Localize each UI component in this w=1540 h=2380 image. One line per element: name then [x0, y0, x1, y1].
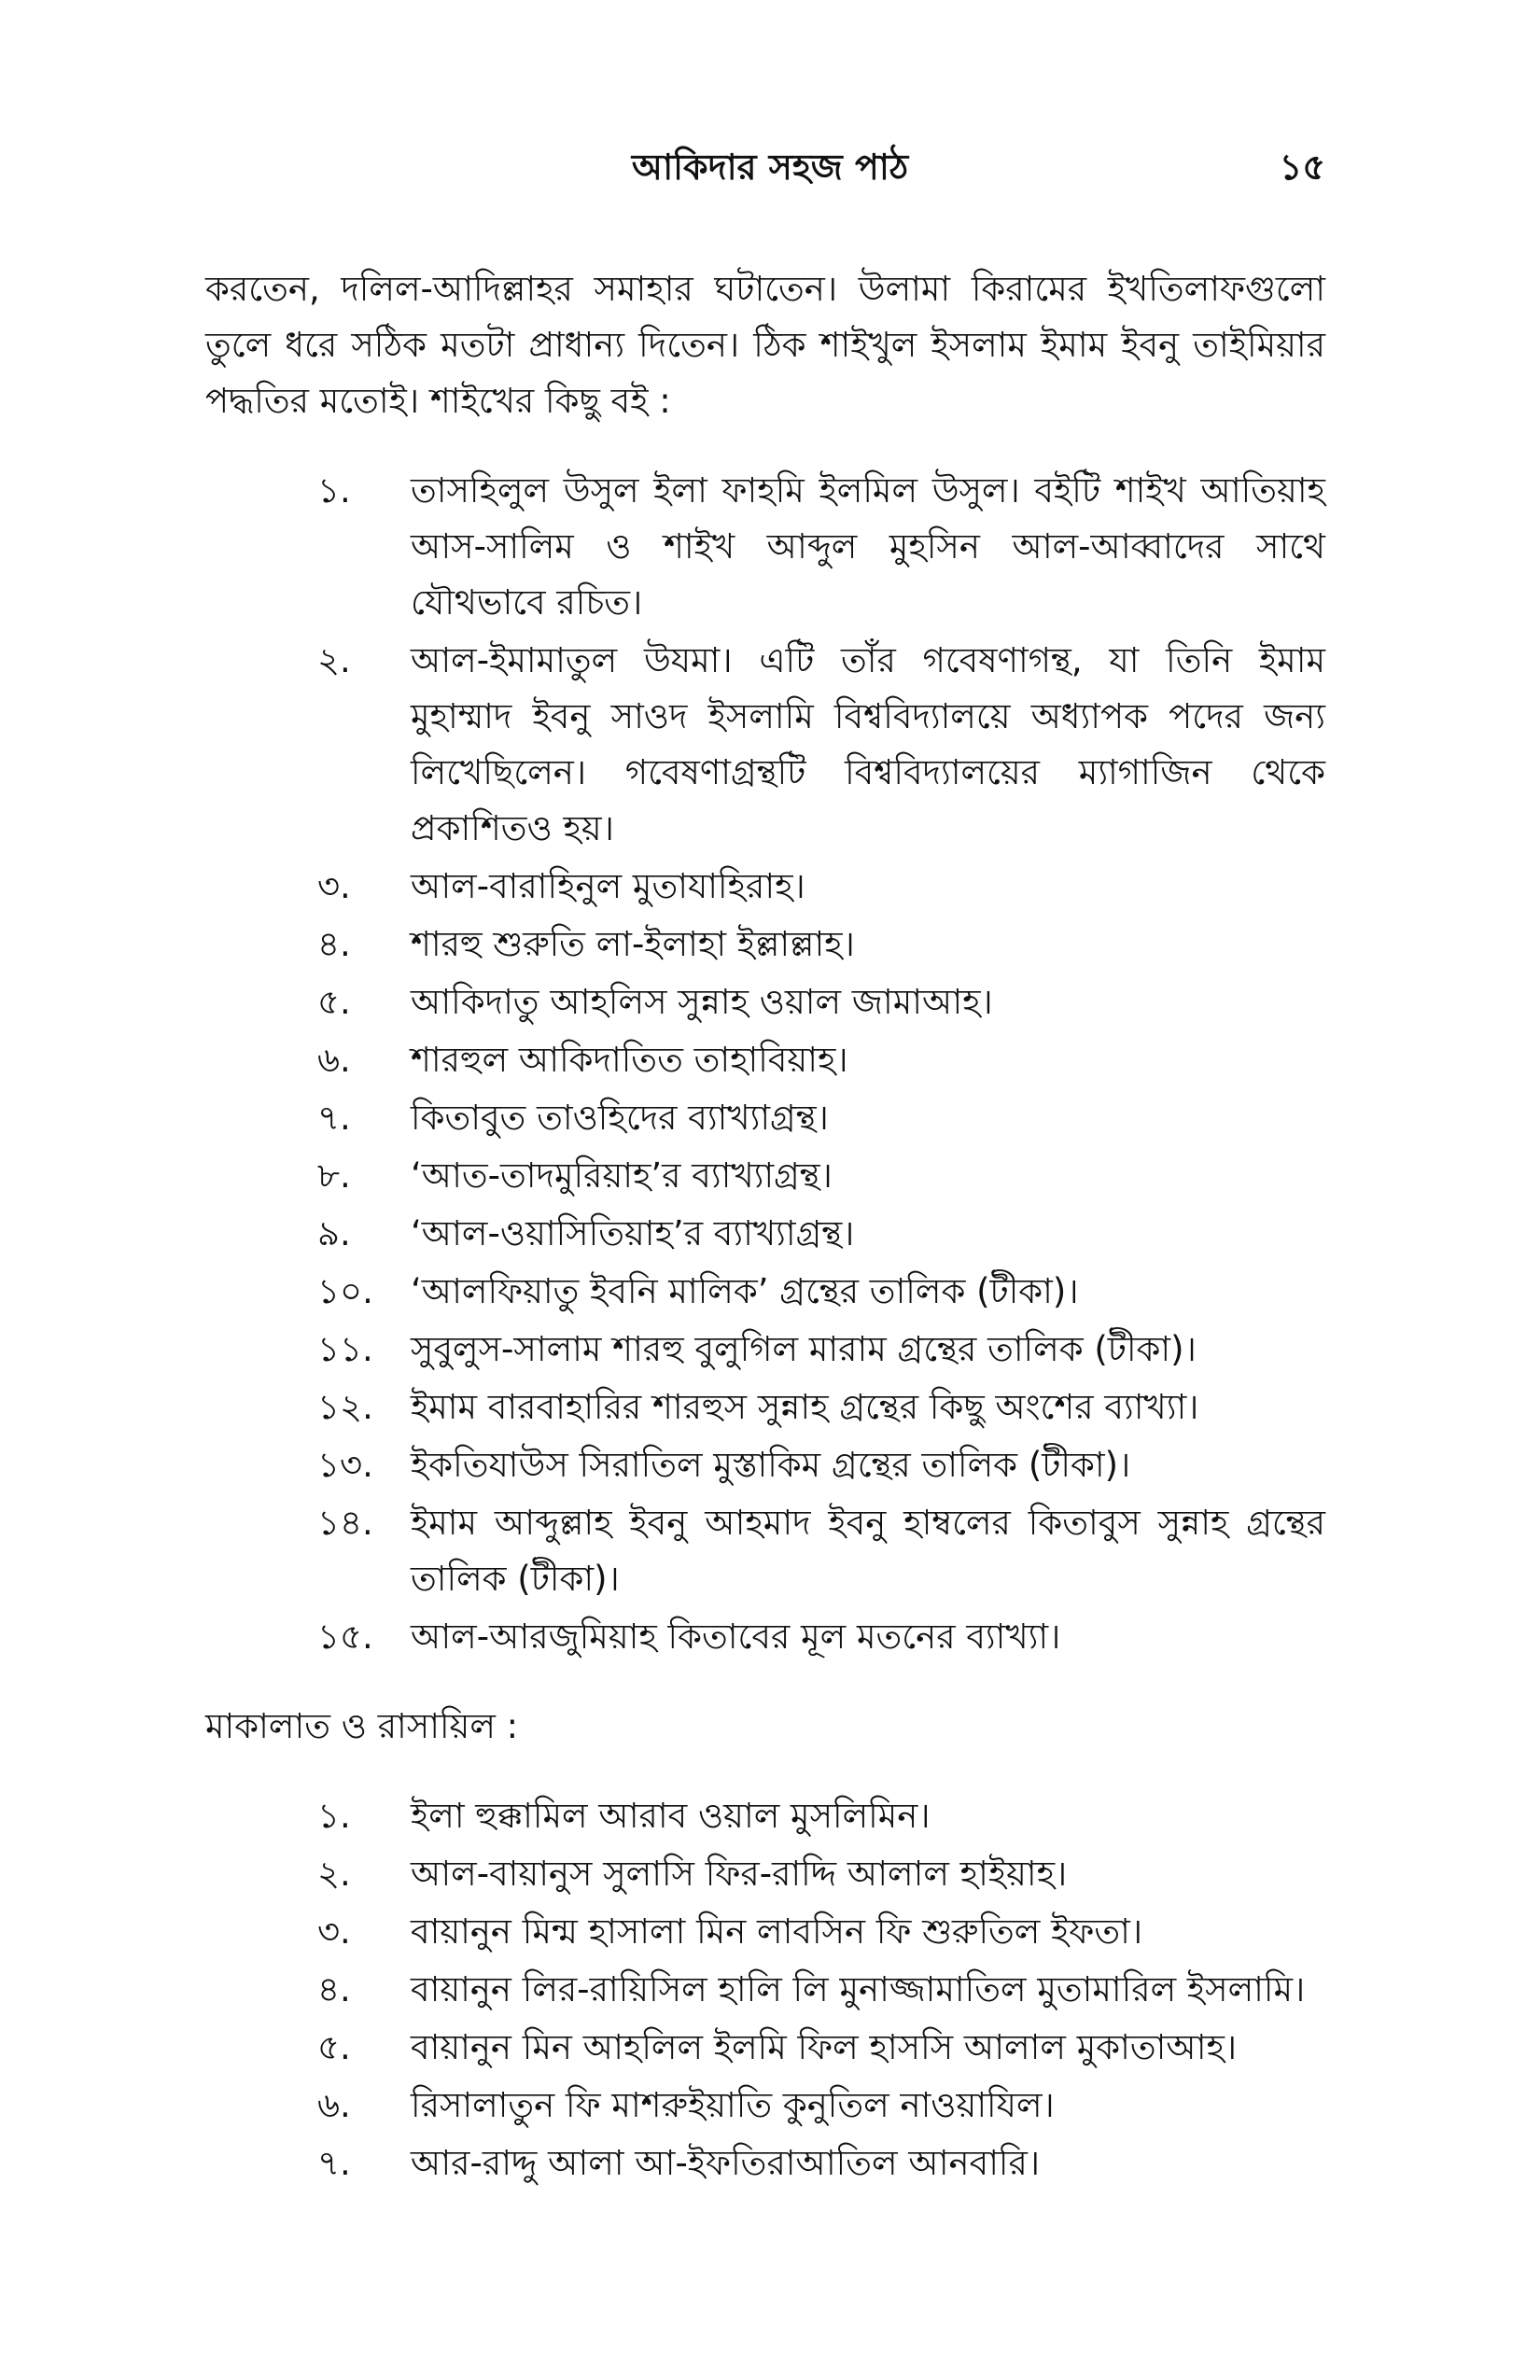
item-text: ‘আলফিয়াতু ইবনি মালিক’ গ্রন্থের তালিক (টীকা)।	[411, 1271, 1079, 1311]
item-text: ‘আল-ওয়াসিতিয়াহ’র ব্যাখ্যাগ্রন্থ।	[411, 1213, 855, 1253]
item-number: ১৫.	[317, 1617, 373, 1657]
articles-heading: মাকালাত ও রাসায়িল :	[205, 1706, 519, 1746]
list-item	[317, 859, 1325, 915]
list-item	[317, 1322, 1325, 1378]
item-number: ৩.	[317, 866, 351, 906]
item-number: ৩.	[317, 1911, 351, 1952]
item-text: তাসহিলুল উসুল ইলা ফাহমি ইলমিল উসুল। বইটি শাইখ আতিয়াহ আস-সালিম ও শাইখ আব্দুল মুহসিন আল-আব্বাদের সাথে যৌথভাবে রচিত।	[411, 470, 1325, 623]
item-text: শারহুল আকিদাতিত তাহাবিয়াহ।	[411, 1040, 848, 1080]
item-number: ৪.	[317, 924, 351, 964]
item-text: সুবুলুস-সালাম শারহু বুলুগিল মারাম গ্রন্থের তালিক (টীকা)।	[411, 1329, 1197, 1369]
list-item	[317, 1962, 1325, 2018]
item-number: ১১.	[317, 1329, 373, 1369]
articles-list	[205, 1788, 1325, 2191]
item-text: ‘আত-তাদমুরিয়াহ’র ব্যাখ্যাগ্রন্থ।	[411, 1155, 833, 1196]
item-text: বায়ানুন লির-রায়িসিল হালি লি মুনাজ্জামাতিল মুতামারিল ইসলামি।	[411, 1969, 1306, 2009]
list-item	[317, 633, 1325, 857]
item-text: ইমাম আব্দুল্লাহ ইবনু আহমাদ ইবনু হাম্বলের কিতাবুস সুন্নাহ গ্রন্থের তালিক (টীকা)।	[411, 1503, 1325, 1599]
list-item	[317, 1609, 1325, 1665]
item-text: আকিদাতু আহলিস সুন্নাহ ওয়াল জামাআহ।	[411, 982, 993, 1022]
item-number: ৫.	[317, 2027, 351, 2067]
list-item	[317, 2135, 1325, 2191]
item-text: বায়ানুন মিন আহলিল ইলমি ফিল হাসসি আলাল মুকাতাআহ।	[411, 2027, 1238, 2067]
page-number: ১৫	[1279, 147, 1325, 188]
running-title: আকিদার সহজ পাঠ	[631, 147, 909, 188]
list-item	[317, 2078, 1325, 2134]
item-number: ৯.	[317, 1213, 351, 1253]
list-item	[317, 1437, 1325, 1493]
item-text: রিসালাতুন ফি মাশরুইয়াতি কুনুতিল নাওয়াযিল।	[411, 2085, 1055, 2125]
item-text: ইলা হুক্কামিল আরাব ওয়াল মুসলিমিন।	[411, 1796, 931, 1836]
item-number: ৬.	[317, 1040, 351, 1080]
list-item	[317, 463, 1325, 631]
item-number: ১.	[317, 1796, 351, 1836]
item-number: ৭.	[317, 2143, 351, 2183]
item-number: ২.	[317, 640, 351, 680]
list-item	[317, 1264, 1325, 1320]
page-content	[205, 261, 1325, 2225]
item-number: ৭.	[317, 1098, 351, 1138]
intro-paragraph: করতেন, দলিল-আদিল্লাহর সমাহার ঘটাতেন। উলামা কিরামের ইখতিলাফগুলো তুলে ধরে সঠিক মতটা প্রাধান্য দিতেন। ঠিক শাইখুল ইসলাম ইমাম ইবনু তাইমিয়ার পদ্ধতির মতোই। শাইখের কিছু বই :	[205, 269, 1325, 421]
item-text: শারহু শুরুতি লা-ইলাহা ইল্লাল্লাহ।	[411, 924, 855, 964]
item-text: বায়ানুন মিন্ম হাসালা মিন লাবসিন ফি শুরুতিল ইফতা।	[411, 1911, 1143, 1952]
list-item	[317, 1206, 1325, 1262]
item-number: ৮.	[317, 1155, 351, 1196]
list-item	[317, 2020, 1325, 2076]
item-number: ৫.	[317, 982, 351, 1022]
list-item	[317, 1495, 1325, 1607]
item-text: আর-রাদ্দু আলা আ-ইফতিরাআতিল আনবারি।	[411, 2143, 1041, 2183]
item-text: ইকতিযাউস সিরাতিল মুস্তাকিম গ্রন্থের তালিক (টীকা)।	[411, 1445, 1131, 1485]
list-item	[317, 1904, 1325, 1960]
list-item	[317, 917, 1325, 973]
list-item	[317, 1788, 1325, 1844]
item-text: আল-বারাহিনুল মুতাযাহিরাহ।	[411, 866, 805, 906]
item-number: ৪.	[317, 1969, 351, 2009]
item-number: ১২.	[317, 1387, 373, 1427]
list-item	[317, 1148, 1325, 1204]
books-list	[205, 463, 1325, 1665]
list-item	[317, 1090, 1325, 1146]
item-number: ১৪.	[317, 1503, 373, 1543]
item-number: ২.	[317, 1854, 351, 1894]
list-item	[317, 974, 1325, 1030]
item-number: ৬.	[317, 2085, 351, 2125]
item-text: আল-বায়ানুস সুলাসি ফির-রাদ্দি আলাল হাইয়াহ।	[411, 1854, 1068, 1894]
list-item	[317, 1846, 1325, 1902]
item-text: কিতাবুত তাওহিদের ব্যাখ্যাগ্রন্থ।	[411, 1098, 829, 1138]
list-item	[317, 1032, 1325, 1088]
item-text: ইমাম বারবাহারির শারহুস সুন্নাহ গ্রন্থের কিছু অংশের ব্যাখ্যা।	[411, 1387, 1199, 1427]
item-number: ১০.	[317, 1271, 373, 1311]
item-number: ১৩.	[317, 1445, 373, 1485]
item-text: আল-আরজুমিয়াহ কিতাবের মূল মতনের ব্যাখ্যা।	[411, 1617, 1061, 1657]
item-number: ১.	[317, 470, 351, 511]
list-item	[317, 1379, 1325, 1435]
item-text: আল-ইমামাতুল উযমা। এটি তাঁর গবেষণাগন্থ, যা তিনি ইমাম মুহাম্মাদ ইবনু সাওদ ইসলামি বিশ্ববিদ্যালয়ে অধ্যাপক পদের জন্য লিখেছিলেন। গবেষণাগ্রন্থটি বিশ্ববিদ্যালয়ের ম্যাগাজিন থেকে প্রকাশিতও হয়।	[411, 640, 1325, 848]
